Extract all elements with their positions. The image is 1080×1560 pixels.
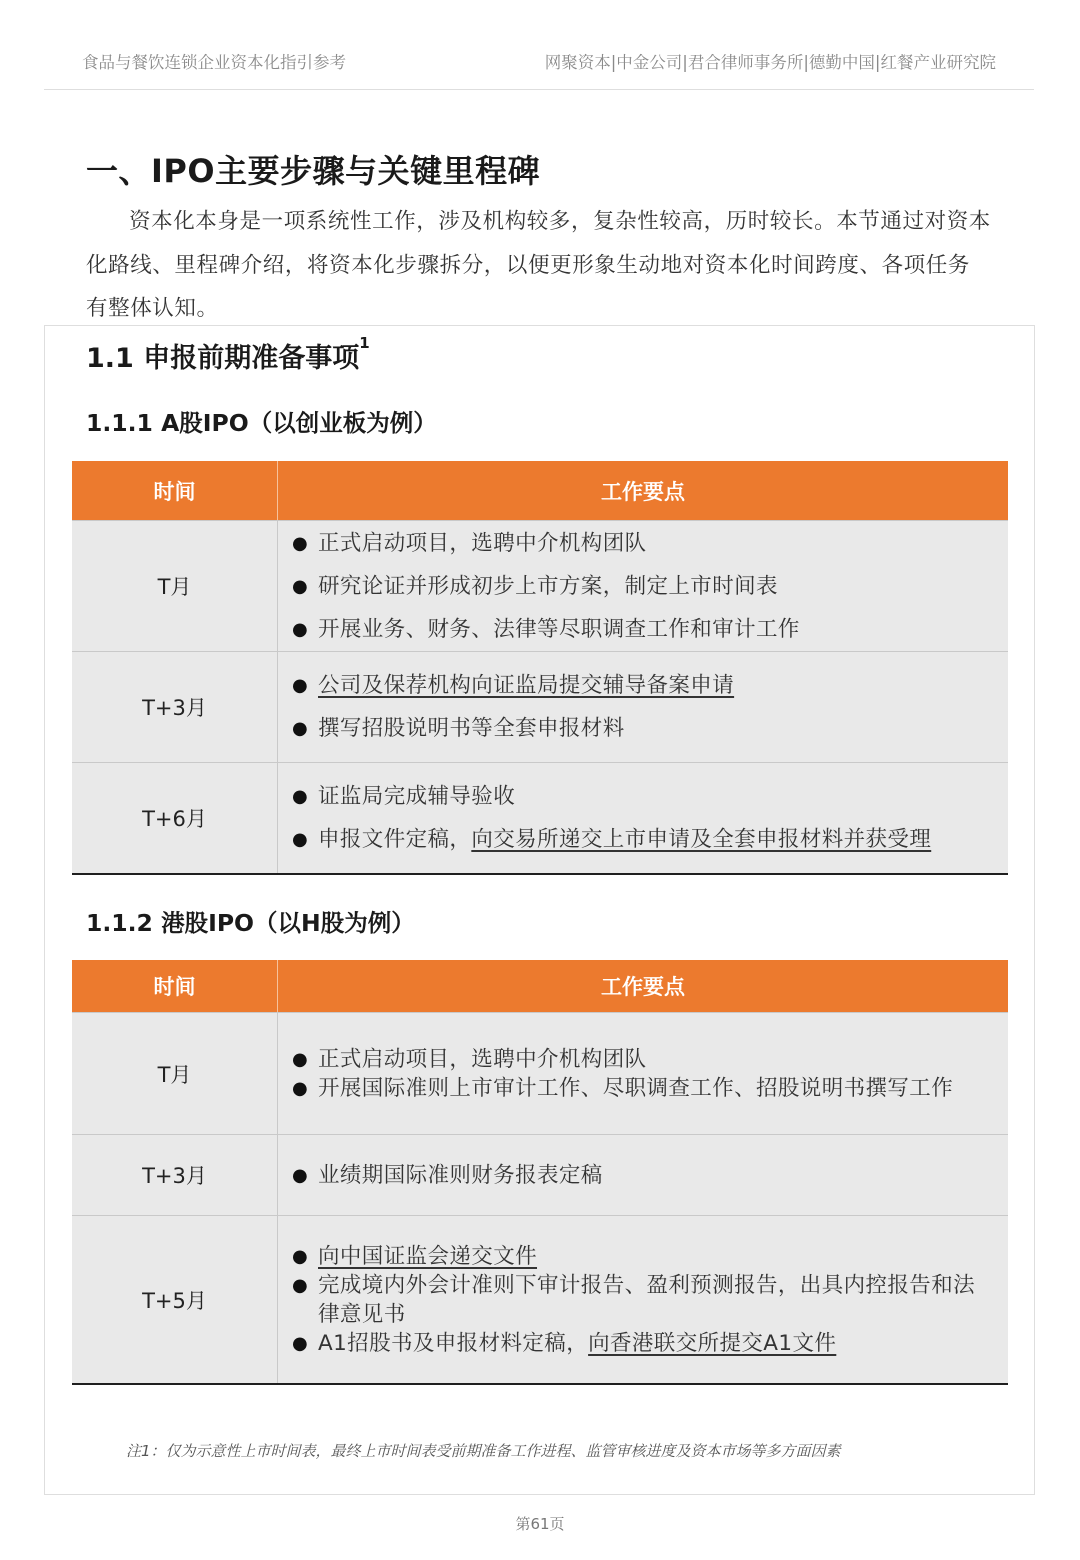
table-header: [72, 461, 1008, 520]
intro-paragraph: 资本化本身是一项系统性工作，涉及机构较多，复杂性较高，历时较长。本节通过对资本化路线、里程碑介绍，将资本化步骤拆分，以便更形象生动地对资本化时间跨度、各项任务有整体认知。: [86, 209, 991, 321]
underlined-text: 向香港联交所提交A1文件: [588, 1330, 837, 1356]
page-header: [44, 0, 1034, 90]
row-time: T月: [72, 521, 278, 651]
bullet-icon: ●: [292, 1274, 309, 1296]
list-item: [292, 1329, 1008, 1358]
table-row: [72, 1215, 1008, 1383]
list-item: [292, 1045, 1008, 1074]
h-share-heading: 1.1.2 港股IPO（以H股为例）: [86, 909, 415, 937]
underlined-text: 公司及保荐机构向证监局提交辅导备案申请: [318, 673, 735, 698]
header-key-points: 工作要点: [601, 479, 685, 504]
header-document-title: 食品与餐饮连锁企业资本化指引参考: [82, 53, 346, 72]
bullet-icon: ●: [292, 1048, 309, 1070]
bullet-icon: ●: [292, 1332, 309, 1354]
list-item: [292, 664, 1008, 707]
list-item: [292, 707, 1008, 750]
table-row: [72, 1134, 1008, 1215]
page-number: 第61页: [515, 1515, 565, 1533]
table-row: [72, 762, 1008, 873]
row-items: [278, 1216, 1008, 1383]
table-row: [72, 1012, 1008, 1134]
table-row: [72, 651, 1008, 762]
item-text: 正式启动项目，选聘中介机构团队: [318, 530, 647, 556]
bullet-icon: ●: [292, 575, 309, 597]
header-authors: 网聚资本|中金公司|君合律师事务所|德勤中国|红餐产业研究院: [544, 53, 996, 72]
a-share-heading: 1.1.1 A股IPO（以创业板为例）: [86, 409, 437, 437]
item-text: 开展业务、财务、法律等尽职调查工作和审计工作: [318, 616, 800, 642]
bullet-icon: ●: [292, 786, 309, 807]
section-title: 一、IPO主要步骤与关键里程碑: [86, 152, 541, 190]
row-time: T月: [72, 1013, 278, 1134]
header-time: 时间: [72, 960, 278, 1012]
bullet-icon: ●: [292, 1164, 309, 1186]
row-items: [278, 1013, 1008, 1134]
list-item: [292, 522, 1008, 565]
row-time: T+5月: [72, 1216, 278, 1383]
subsection-title: [86, 336, 370, 375]
subsection-title-text: 1.1 申报前期准备事项: [86, 343, 360, 374]
a-share-table: [72, 461, 1008, 875]
footnote: 注1：仅为示意性上市时间表，最终上市时间表受前期准备工作进程、监管审核进度及资本市场等多方面因素: [126, 1442, 841, 1460]
list-item: [292, 1271, 1008, 1329]
bullet-icon: ●: [292, 829, 309, 850]
row-time: T+3月: [72, 1135, 278, 1215]
item-text: A1招股书及申报材料定稿，: [318, 1330, 589, 1356]
list-item: [292, 1161, 1008, 1190]
list-item: [292, 818, 1008, 861]
bullet-icon: ●: [292, 618, 309, 640]
item-text: 申报文件定稿，: [318, 827, 472, 852]
bullet-icon: ●: [292, 532, 309, 554]
footnote-marker[interactable]: 1: [359, 334, 370, 352]
bullet-icon: ●: [292, 1245, 309, 1267]
list-item: [292, 565, 1008, 608]
item-text: 研究论证并形成初步上市方案，制定上市时间表: [318, 573, 778, 599]
list-item: [292, 775, 1008, 818]
item-text: 撰写招股说明书等全套申报材料: [318, 716, 625, 741]
row-items: [278, 1135, 1008, 1215]
row-items: [278, 763, 1008, 873]
bullet-icon: ●: [292, 675, 309, 696]
item-text: 证监局完成辅导验收: [318, 784, 516, 809]
list-item: [292, 1242, 1008, 1271]
row-items: [278, 521, 1008, 651]
list-item: [292, 608, 1008, 651]
table-header: [72, 960, 1008, 1012]
bullet-icon: ●: [292, 718, 309, 739]
header-key-points: 工作要点: [601, 975, 685, 999]
row-items: [278, 652, 1008, 762]
header-time: 时间: [72, 461, 278, 520]
row-time: T+3月: [72, 652, 278, 762]
row-time: T+6月: [72, 763, 278, 873]
item-text: 正式启动项目，选聘中介机构团队: [318, 1046, 647, 1072]
table-row: [72, 520, 1008, 651]
item-text: 完成境内外会计准则下审计报告、盈利预测报告，出具内控报告和法律意见书: [318, 1272, 976, 1327]
h-share-table: [72, 960, 1008, 1385]
bullet-icon: ●: [292, 1077, 309, 1099]
item-text: 业绩期国际准则财务报表定稿: [318, 1162, 603, 1188]
item-text: 开展国际准则上市审计工作、尽职调查工作、招股说明书撰写工作: [318, 1075, 954, 1101]
list-item: [292, 1074, 1008, 1103]
underlined-text: 向交易所递交上市申请及全套申报材料并获受理: [471, 827, 932, 852]
underlined-text: 向中国证监会递交文件: [318, 1243, 538, 1269]
